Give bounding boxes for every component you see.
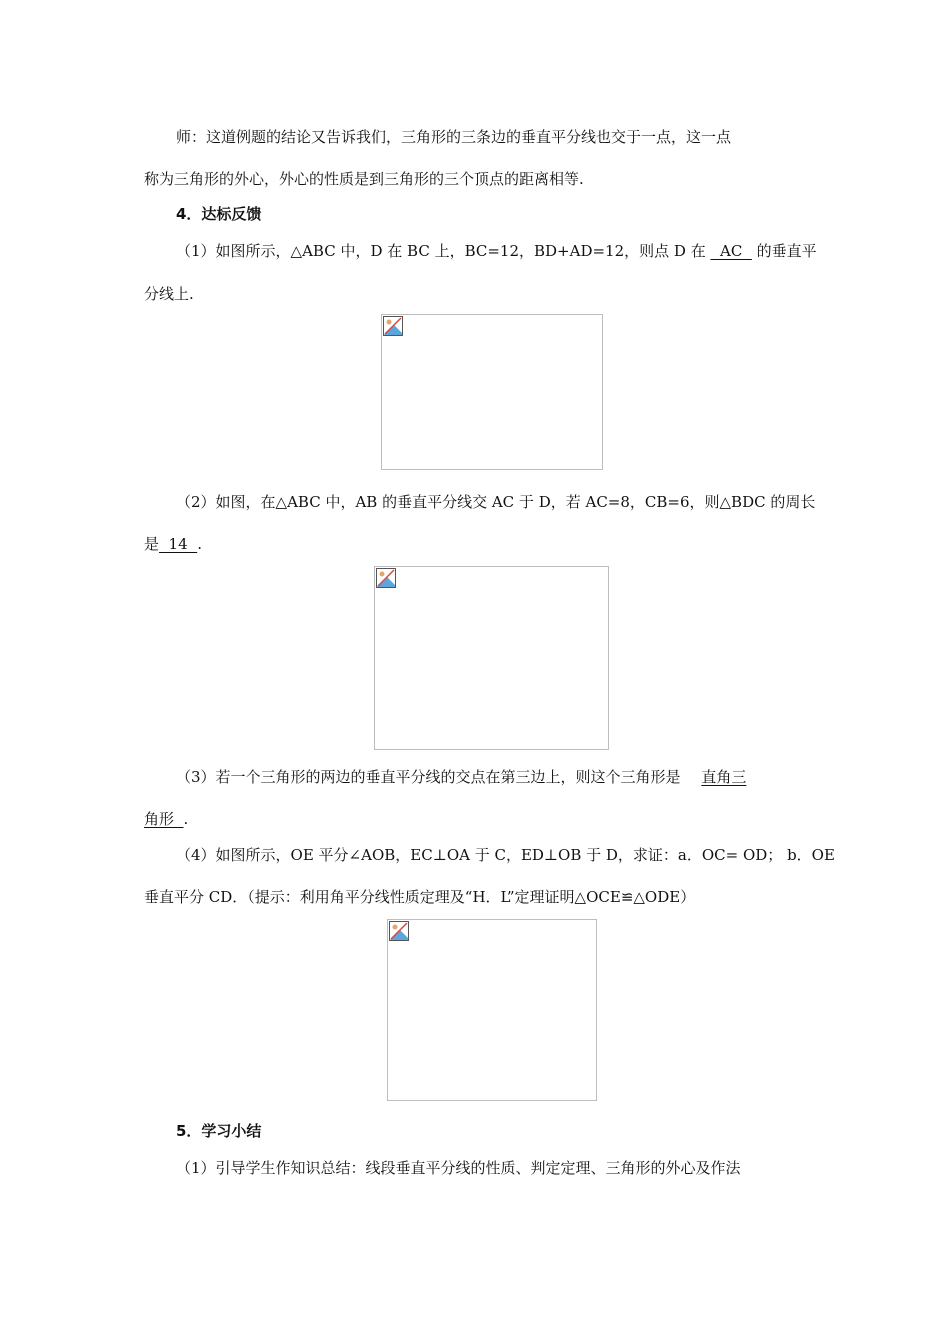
teacher-paragraph-line-1: 师：这道例题的结论又告诉我们，三角形的三条边的垂直平分线也交于一点，这一点 (176, 128, 732, 146)
question-2-line-2 (144, 533, 202, 555)
question-3-line-1 (176, 766, 746, 788)
figure-1-placeholder (381, 314, 603, 470)
broken-image-icon (389, 921, 409, 941)
question-3-answer-part-1: 直角三 (701, 768, 747, 786)
question-2-line-1: （2）如图，在△ABC 中，AB 的垂直平分线交 AC 于 D，若 AC=8，CB=6，则△BDC 的周长 (176, 493, 816, 511)
summary-line-1: （1）引导学生作知识总结：线段垂直平分线的性质、判定定理、三角形的外心及作法 (176, 1159, 741, 1177)
question-2-answer: 14 (159, 535, 198, 553)
question-2-text: 是 (144, 535, 160, 553)
question-4-line-2: 垂直平分 CD．（提示：利用角平分线性质定理及“H．L”定理证明△OCE≌△ODE） (144, 888, 696, 906)
teacher-paragraph-line-2: 称为三角形的外心，外心的性质是到三角形的三个顶点的距离相等. (144, 170, 584, 188)
question-1-text-end: 的垂直平 (756, 242, 817, 260)
question-1-answer: AC (710, 242, 752, 260)
broken-image-icon (383, 316, 403, 336)
question-2-period: . (197, 535, 202, 553)
question-3-line-2 (144, 808, 188, 830)
section-heading-5: 5．学习小结 (176, 1122, 262, 1140)
question-4-line-1: （4）如图所示，OE 平分∠AOB，EC⊥OA 于 C，ED⊥OB 于 D，求证：a．OC= OD； b．OE (176, 846, 835, 864)
question-3-period: . (183, 810, 189, 828)
question-1-line-1 (176, 240, 817, 262)
figure-2-placeholder (374, 566, 609, 750)
question-1-text: （1）如图所示，△ABC 中，D 在 BC 上，BC=12，BD+AD=12，则点 D 在 (176, 242, 706, 260)
broken-image-icon (376, 568, 396, 588)
question-3-text: （3）若一个三角形的两边的垂直平分线的交点在第三边上，则这个三角形是 (176, 768, 681, 786)
question-3-answer-part-2: 角形 (144, 810, 184, 828)
question-1-line-2: 分线上. (144, 285, 194, 303)
figure-3-placeholder (387, 919, 597, 1101)
section-heading-4: 4．达标反馈 (176, 205, 262, 223)
